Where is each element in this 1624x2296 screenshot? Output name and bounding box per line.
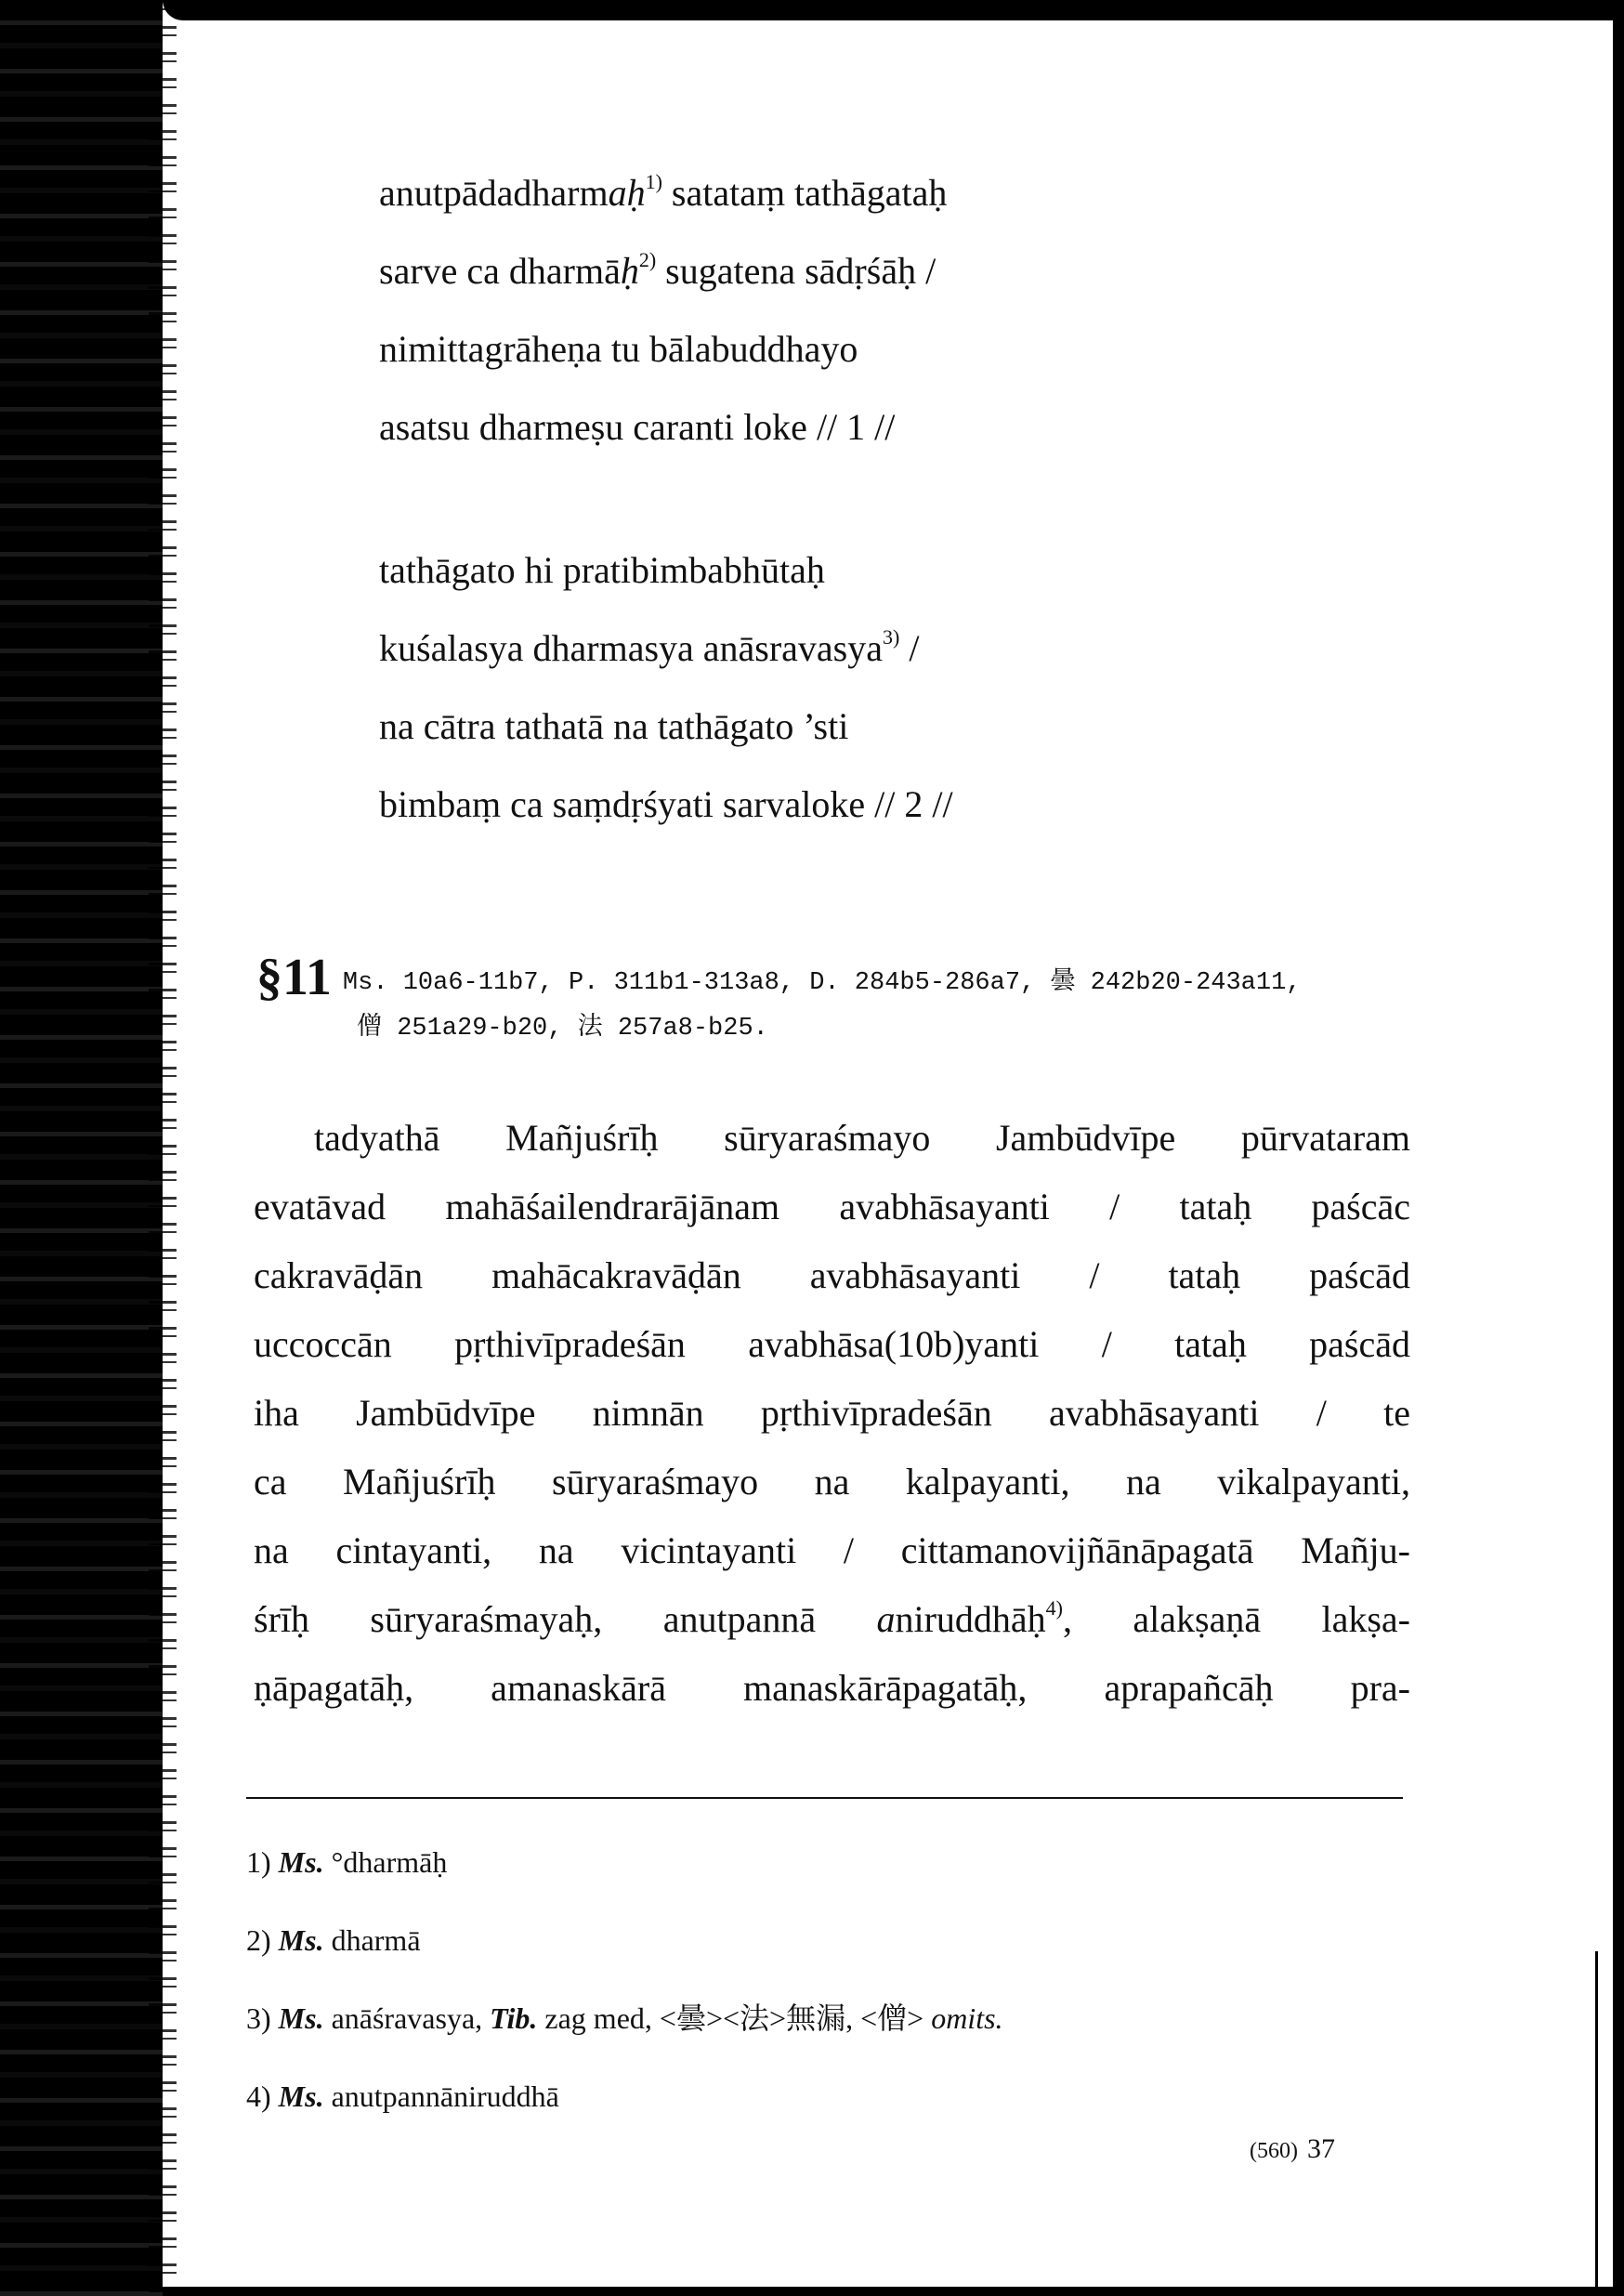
scan-right-border: [1613, 0, 1624, 2296]
prose-line: ca Mañjuśrīḥ sūryaraśmayo na kalpayanti, na vikalpayanti,: [254, 1461, 1410, 1502]
footnote: 2) Ms. dharmā: [246, 1923, 421, 1957]
prose-paragraph: [254, 1104, 1410, 1723]
prose-line: śrīḥ sūryaraśmayaḥ, anutpannā aniruddhāḥ$^{4)}$, alakṣaṇā lakṣa-: [254, 1596, 1411, 1640]
footnote-ref[interactable]: 1): [645, 170, 662, 193]
prose-line: uccoccān pṛthivīpradeśān avabhāsa(10b)yanti / tataḥ paścād: [254, 1323, 1410, 1365]
section-sources: Ms. 10a6-11b7, P. 311b1-313a8, D. 284b5-286a7, 曇 242b20-243a11,: [342, 969, 1302, 997]
footnote-divider: [246, 1797, 1403, 1799]
verse-line: anutpādadharmaḥ$^{1)}$ satataṃ tathāgataḥ: [379, 170, 948, 214]
footnote-ref[interactable]: 2): [638, 248, 657, 271]
scan-top-border: [163, 0, 1624, 20]
verse-line: asatsu dharmeṣu caranti loke // 1 //: [379, 406, 896, 448]
prose-line: na cintayanti, na vicintayanti / cittamanovijñānāpagatā Mañju-: [254, 1529, 1410, 1571]
prose-line: iha Jambūdvīpe nimnān pṛthivīpradeśān avabhāsayanti / te: [254, 1392, 1410, 1434]
scan-right-mark: [1595, 1951, 1598, 2296]
verse-line: bimbaṃ ca saṃdṛśyati sarvaloke // 2 //: [379, 783, 953, 825]
section-sources-cont: 僧 251a29-b20, 法 257a8-b25.: [357, 1015, 768, 1043]
section-number: §11: [256, 949, 332, 1006]
scan-bottom-border: [163, 2287, 1624, 2296]
original-page-number: (560): [1250, 2139, 1298, 2163]
verse-line: na cātra tathatā na tathāgato ’sti: [379, 705, 849, 747]
scan-binding-shadow: [0, 0, 163, 2296]
footnote: 3) Ms. anāśravasya, Tib. zag med, <曇><法>無漏, <僧> omits.: [246, 2001, 1003, 2035]
verse-line: tathāgato hi pratibimbabhūtaḥ: [379, 549, 825, 591]
verse-line: kuśalasya dharmasya anāsravasya$^{3)}$ /: [379, 625, 920, 669]
prose-line: cakravāḍān mahācakravāḍān avabhāsayanti / tataḥ paścād: [254, 1254, 1410, 1296]
verse-2: [379, 531, 953, 844]
scan-binding-edge: [149, 0, 177, 2296]
verse-1: [379, 154, 947, 466]
verse-line: sarve ca dharmāḥ$^{2)}$ sugatena sādṛśāḥ /: [379, 248, 936, 292]
verse-line: nimittagrāheṇa tu bālabuddhayo: [379, 328, 858, 370]
footnote-ref[interactable]: 3): [883, 625, 900, 649]
page-number: [1250, 2133, 1335, 2165]
footnotes: [246, 1823, 1003, 2135]
current-page-number: 37: [1306, 2133, 1335, 2164]
footnote-ref[interactable]: 4): [1045, 1596, 1063, 1620]
footnote: 1) Ms. °dharmāḥ: [246, 1845, 448, 1879]
prose-line: tadyathā Mañjuśrīḥ sūryaraśmayo Jambūdvīpe pūrvataram: [314, 1117, 1410, 1159]
footnote: 4) Ms. anutpannāniruddhā: [246, 2080, 559, 2113]
prose-line: ṇāpagatāḥ, amanaskārā manaskārāpagatāḥ, aprapañcāḥ pra-: [254, 1667, 1410, 1709]
prose-line: evatāvad mahāśailendrarājānam avabhāsayanti / tataḥ paścāc: [254, 1186, 1410, 1227]
